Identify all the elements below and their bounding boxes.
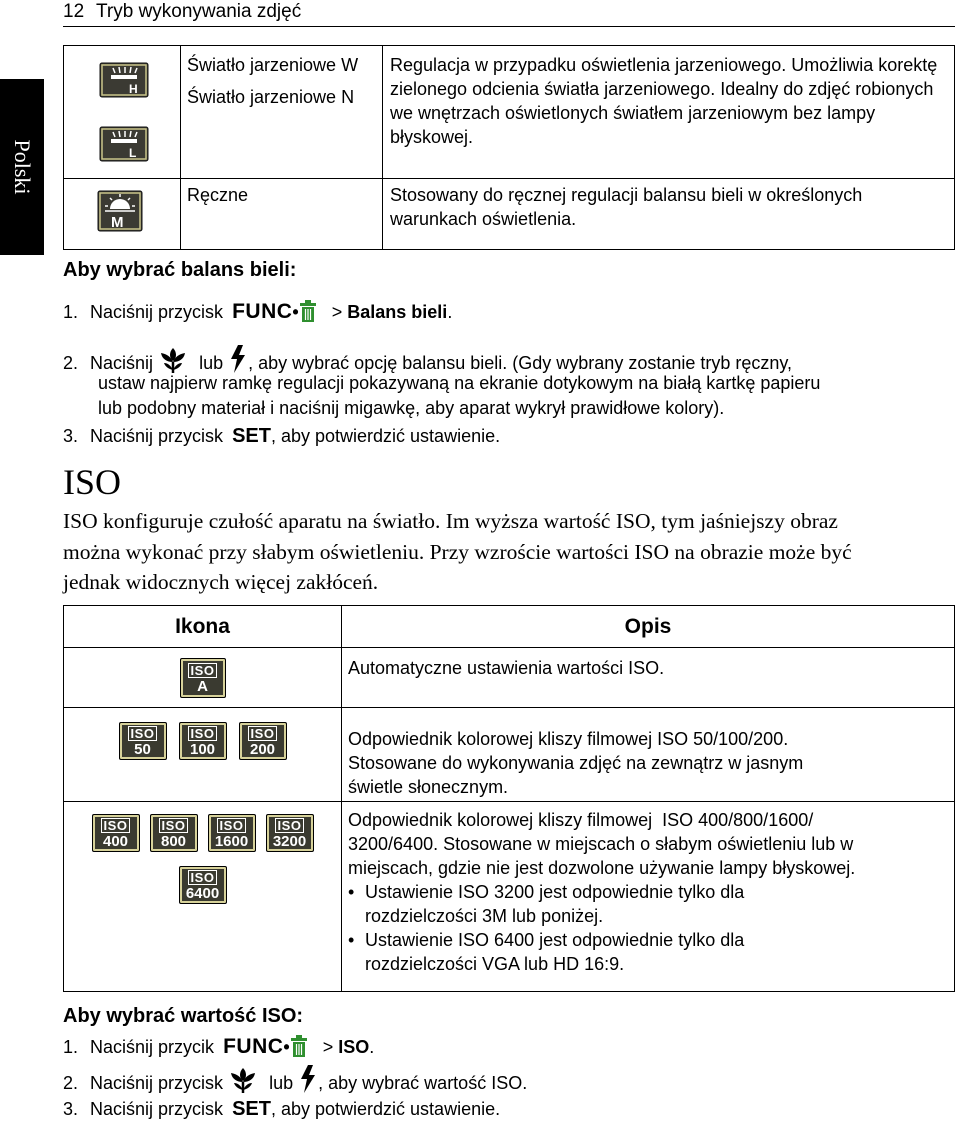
step-text: , aby potwierdzić ustawienie. [270, 1099, 501, 1119]
svg-text:L: L [129, 146, 137, 160]
set-button-label: SET [232, 425, 271, 447]
iso-icon-bottom: 400 [102, 832, 129, 850]
step-text: lub [269, 1073, 294, 1093]
wb-label-manual: Ręczne [187, 185, 249, 205]
wb-icon-cell [64, 46, 181, 179]
iso-desc-line: 3200/6400. Stosowane w miejscach o słabym oświetleniu lub w [348, 834, 854, 854]
fluorescent-h-icon [99, 62, 149, 98]
iso-bullet-line: Ustawienie ISO 3200 jest odpowiednie tylko dla [365, 882, 745, 902]
step-text: lub [199, 353, 224, 373]
iso-icon-bottom: A [197, 677, 208, 695]
iso-icon-bottom: 200 [249, 740, 276, 758]
iso-100-icon [179, 722, 227, 760]
iso-desc-line: Odpowiednik kolorowej kliszy filmowej ISO 400/800/1600/ [348, 810, 814, 830]
iso-icon-top: ISO [217, 818, 247, 833]
step-text: , aby wybrać opcję balansu bieli. (Gdy wybrany zostanie tryb ręczny, [248, 353, 793, 373]
step-end: . [447, 302, 453, 322]
iso-desc-line: świetle słonecznym. [348, 777, 509, 797]
iso-icon-cell [64, 648, 342, 708]
iso-icon-top: ISO [128, 726, 158, 741]
iso-paragraph-line: ISO konfiguruje czułość aparatu na światło. Im wyższa wartość ISO, tym jaśniejszy obraz [63, 509, 838, 533]
language-label: Polski [10, 139, 35, 195]
language-tab [0, 79, 44, 255]
iso-bullet-line: rozdzielczości VGA lub HD 16:9. [365, 954, 625, 974]
iso-step-3 [63, 1097, 500, 1121]
wb-label-fluorescent-w: Światło jarzeniowe W [187, 55, 359, 75]
func-dot: • [283, 1037, 290, 1057]
wb-desc-cell [383, 46, 955, 179]
iso-desc-auto: Automatyczne ustawienia wartości ISO. [348, 658, 665, 678]
step-text: Naciśnij przycisk [90, 426, 224, 446]
iso-icon-bottom: 100 [189, 740, 216, 758]
page-number: 12 [63, 1, 85, 22]
iso-desc-cell [342, 708, 955, 802]
manual-wb-icon [97, 190, 143, 232]
step-separator: > [322, 1037, 334, 1057]
iso-desc-cell [342, 648, 955, 708]
page-header [63, 0, 955, 27]
step-text: Naciśnij przycisk [90, 1099, 224, 1119]
flash-bolt-icon [298, 1064, 318, 1094]
iso-table-header-icon: Ikona [64, 606, 342, 648]
iso-200-icon [239, 722, 287, 760]
iso-icon-bottom: 1600 [214, 832, 249, 850]
step-number: 1. [63, 302, 79, 322]
menu-item-iso: ISO [338, 1037, 370, 1057]
iso-icon-top: ISO [188, 663, 218, 678]
func-button-label: FUNC [232, 300, 293, 323]
iso-bullet-line: Ustawienie ISO 6400 jest odpowiednie tylko dla [365, 930, 745, 950]
iso-step-2 [63, 1064, 527, 1095]
iso-icon-top: ISO [188, 870, 218, 885]
wb-label-cell [181, 46, 383, 179]
bullet-dot: • [348, 930, 355, 950]
step-number: 1. [63, 1037, 79, 1057]
iso-desc-line: miejscach, gdzie nie jest dozwolone używanie lampy błyskowej. [348, 858, 856, 878]
step-end: . [369, 1037, 375, 1057]
step-text: , aby wybrać wartość ISO. [318, 1073, 528, 1093]
white-balance-table [63, 45, 955, 250]
step-text: Naciśnij przycisk [90, 302, 224, 322]
step-separator: > [331, 302, 343, 322]
iso-icon-cell [64, 708, 342, 802]
step-number: 2. [63, 353, 79, 373]
trash-icon [299, 300, 317, 322]
iso-howto-heading: Aby wybrać wartość ISO: [63, 1005, 304, 1027]
iso-icon-top: ISO [275, 818, 305, 833]
iso-paragraph-line: można wykonać przy słabym oświetleniu. Przy wzroście wartości ISO na obrazie może być [63, 539, 852, 564]
iso-icon-top: ISO [248, 726, 278, 741]
wb-desc-fluorescent: Regulacja w przypadku oświetlenia jarzeniowego. Umożliwia korektę zielonego odcienia światła jarzeniowego. Idealny do zdjęć robionych we wnętrzach oświetlonych światłem jarzeniowym bez lampy błyskowej. [390, 55, 938, 147]
iso-icon-bottom: 6400 [185, 884, 220, 902]
macro-flower-icon [158, 346, 188, 374]
iso-50-icon [119, 722, 167, 760]
trash-icon [290, 1035, 308, 1057]
iso-icon-bottom: 50 [134, 740, 151, 758]
iso-icon-bottom: 3200 [272, 832, 307, 850]
iso-bullet [348, 880, 946, 928]
iso-1600-icon [208, 814, 256, 852]
macro-flower-icon [228, 1066, 258, 1094]
fluorescent-l-icon [99, 126, 149, 162]
svg-text:H: H [129, 82, 138, 96]
flash-bolt-icon [228, 344, 248, 374]
wb-desc-manual: Stosowany do ręcznej regulacji balansu bieli w określonych warunkach oświetlenia. [390, 185, 863, 229]
svg-text:M: M [111, 214, 124, 231]
menu-item-white-balance: Balans bieli [347, 302, 448, 322]
iso-800-icon [150, 814, 198, 852]
step-number: 3. [63, 426, 79, 446]
iso-step-1 [63, 1035, 374, 1059]
step-number: 2. [63, 1073, 79, 1093]
iso-bullet-line: rozdzielczości 3M lub poniżej. [365, 906, 604, 926]
wb-icon-cell [64, 179, 181, 250]
chapter-title: Tryb wykonywania zdjęć [96, 1, 302, 22]
set-button-label: SET [232, 1098, 271, 1120]
iso-desc-line: Stosowane do wykonywania zdjęć na zewnątrz w jasnym [348, 753, 804, 773]
iso-icon-top: ISO [188, 726, 218, 741]
iso-table-header-description: Opis [342, 606, 955, 648]
step-text: Naciśnij [90, 353, 154, 373]
iso-6400-icon [179, 866, 227, 904]
step-number: 3. [63, 1099, 79, 1119]
step-text: Naciśnij przycik [90, 1037, 215, 1057]
wb-howto-heading: Aby wybrać balans bieli: [63, 259, 297, 281]
bullet-dot: • [348, 882, 355, 902]
iso-paragraph [63, 506, 852, 598]
func-button-label: FUNC [223, 1035, 284, 1058]
iso-icon-cell [64, 802, 342, 992]
iso-auto-icon [180, 658, 226, 698]
func-dot: • [292, 302, 299, 322]
iso-bullet [348, 928, 946, 976]
iso-section-title: ISO [63, 462, 122, 502]
wb-label-fluorescent-n: Światło jarzeniowe N [187, 87, 355, 107]
step-text: Naciśnij przycisk [90, 1073, 224, 1093]
iso-paragraph-line: jednak widocznych więcej zakłóceń. [63, 570, 379, 594]
wb-desc-cell [383, 179, 955, 250]
iso-icon-bottom: 800 [160, 832, 187, 850]
wb-step-2-line3: lub podobny materiał i naciśnij migawkę, aby aparat wykrył prawidłowe kolory). [98, 398, 725, 418]
step-text: , aby potwierdzić ustawienie. [270, 426, 501, 446]
iso-desc-cell [342, 802, 955, 992]
iso-desc-line: Odpowiednik kolorowej kliszy filmowej ISO 50/100/200. [348, 729, 789, 749]
wb-step-2-line2: ustaw najpierw ramkę regulacji pokazywaną na ekranie dotykowym na białą kartkę papieru [98, 373, 821, 393]
iso-icon-top: ISO [101, 818, 131, 833]
wb-label-cell [181, 179, 383, 250]
iso-icon-top: ISO [159, 818, 189, 833]
wb-step-3 [63, 424, 500, 448]
iso-table [63, 605, 955, 992]
iso-3200-icon [266, 814, 314, 852]
wb-step-1 [63, 300, 452, 324]
iso-400-icon [92, 814, 140, 852]
